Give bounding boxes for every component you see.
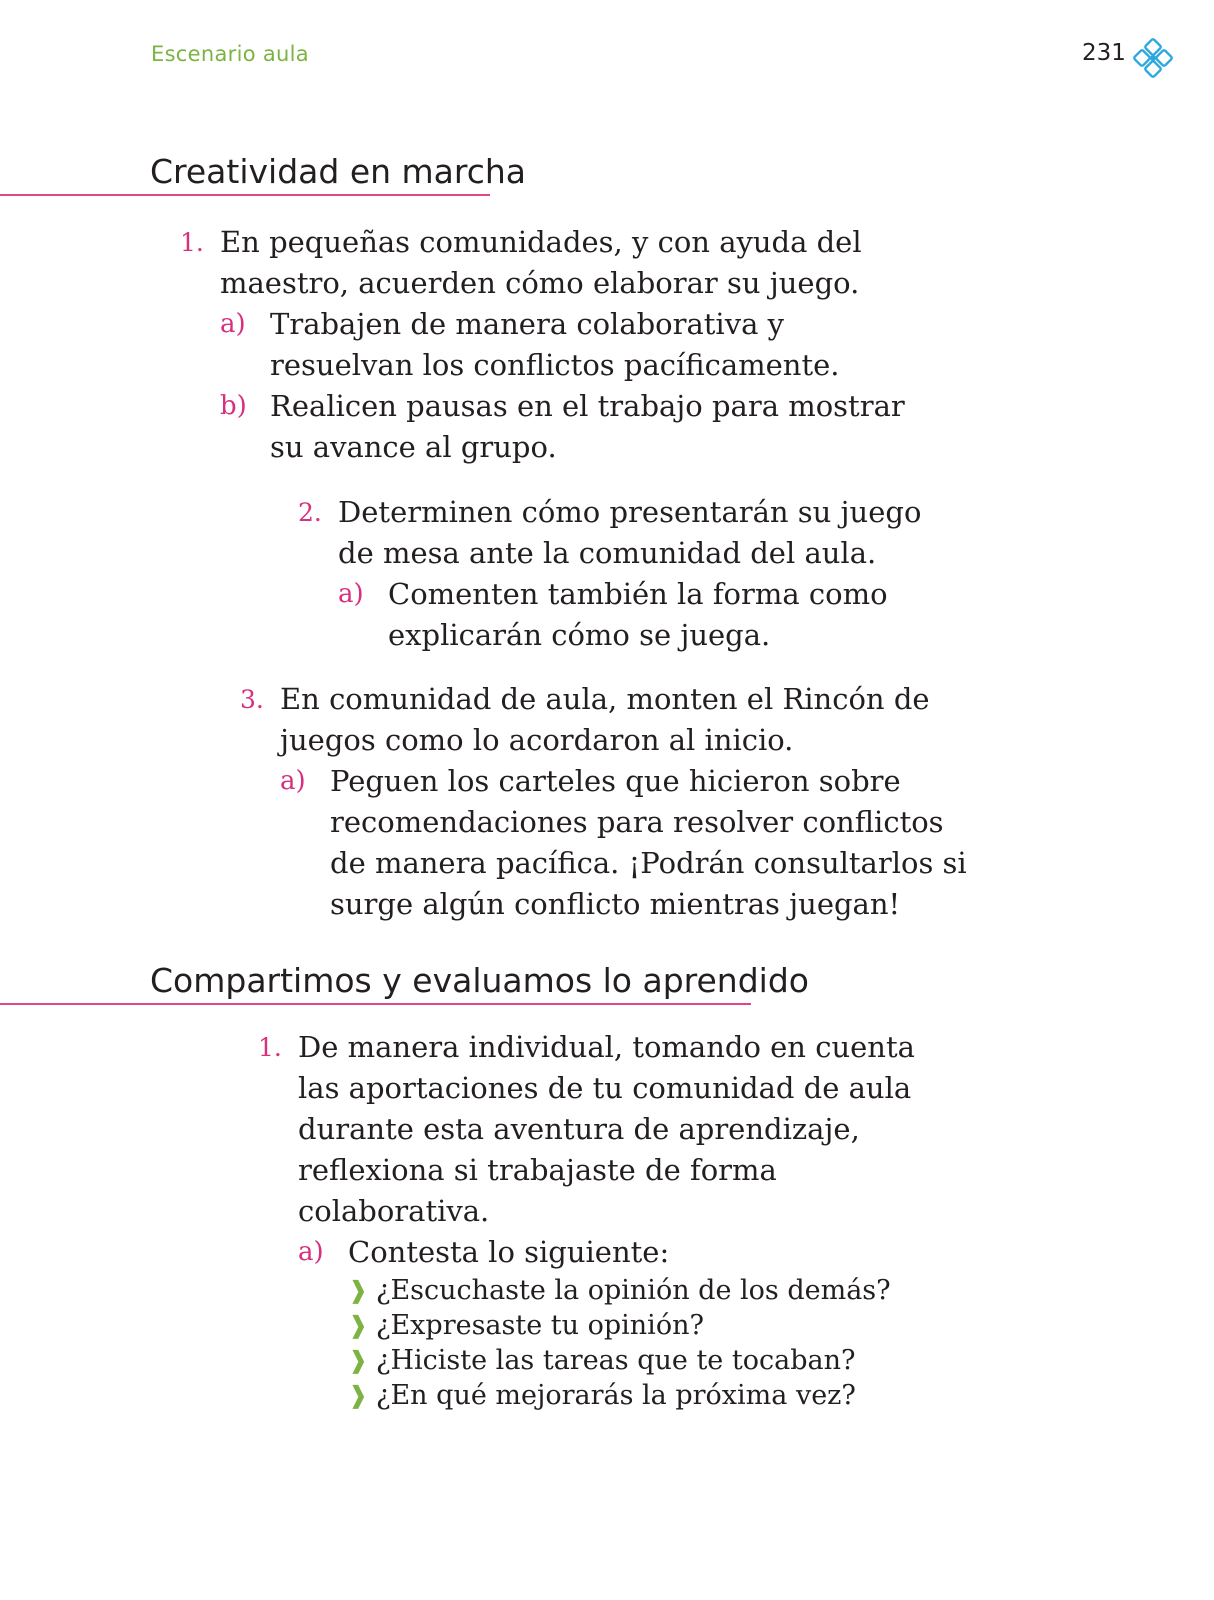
- chevron-bullet-icon: ❱: [348, 1311, 369, 1339]
- item-text: Determinen cómo presentarán su juego de mesa ante la comunidad del aula.: [338, 495, 922, 570]
- subitem-text: Peguen los carteles que hicieron sobre recomendaciones para resolver conflictos de manera pacífica. ¡Podrán consultarlos si surge algún conflicto mientras juegan!: [330, 764, 967, 921]
- item-number: 1.: [180, 228, 204, 257]
- chevron-bullet-icon: ❱: [348, 1381, 369, 1409]
- chevron-bullet-icon: ❱: [348, 1276, 369, 1304]
- subitem-text: Contesta lo siguiente:: [348, 1235, 670, 1269]
- subitem-text: Trabajen de manera colaborativa y resuelvan los conflictos pacíficamente.: [270, 307, 840, 382]
- item-text: De manera individual, tomando en cuenta las aportaciones de tu comunidad de aula durante esta aventura de aprendizaje, reflexiona si trabajaste de forma colaborativa.: [298, 1030, 915, 1228]
- item-text: En pequeñas comunidades, y con ayuda del maestro, acuerden cómo elaborar su juego.: [220, 225, 862, 300]
- numbered-item: [298, 492, 948, 656]
- numbered-item: [258, 1027, 958, 1413]
- flower-icon: [1133, 38, 1173, 78]
- question-text: ¿Hiciste las tareas que te tocaban?: [376, 1345, 856, 1376]
- question-text: ¿Escuchaste la opinión de los demás?: [376, 1275, 891, 1306]
- subitem-letter: a): [298, 1237, 324, 1267]
- question-text: ¿En qué mejorarás la próxima vez?: [376, 1380, 856, 1411]
- list-item: [348, 1273, 958, 1308]
- section-label: Escenario aula: [151, 42, 309, 66]
- question-list: [348, 1273, 958, 1413]
- subitem-letter: a): [280, 766, 306, 796]
- list-item: [348, 1308, 958, 1343]
- section-heading-creatividad: Creatividad en marcha: [0, 152, 490, 196]
- item-number: 2.: [298, 498, 322, 527]
- subitem-text: Realicen pausas en el trabajo para mostrar su avance al grupo.: [270, 389, 905, 464]
- chevron-bullet-icon: ❱: [348, 1346, 369, 1374]
- subitem-letter: b): [220, 391, 247, 421]
- subitem-letter: a): [220, 309, 246, 339]
- numbered-item: [240, 679, 970, 925]
- question-text: ¿Expresaste tu opinión?: [376, 1310, 704, 1341]
- subitem-letter: a): [338, 579, 364, 609]
- item-number: 1.: [258, 1033, 282, 1062]
- list-item: [348, 1343, 958, 1378]
- list-item: [348, 1378, 958, 1413]
- page-number: 231: [1082, 40, 1126, 66]
- item-number: 3.: [240, 685, 264, 714]
- section-heading-compartimos: Compartimos y evaluamos lo aprendido: [0, 961, 751, 1005]
- item-text: En comunidad de aula, monten el Rincón de juegos como lo acordaron al inicio.: [280, 682, 930, 757]
- numbered-item: [180, 222, 910, 468]
- subitem-text: Comenten también la forma como explicarán cómo se juega.: [388, 577, 888, 652]
